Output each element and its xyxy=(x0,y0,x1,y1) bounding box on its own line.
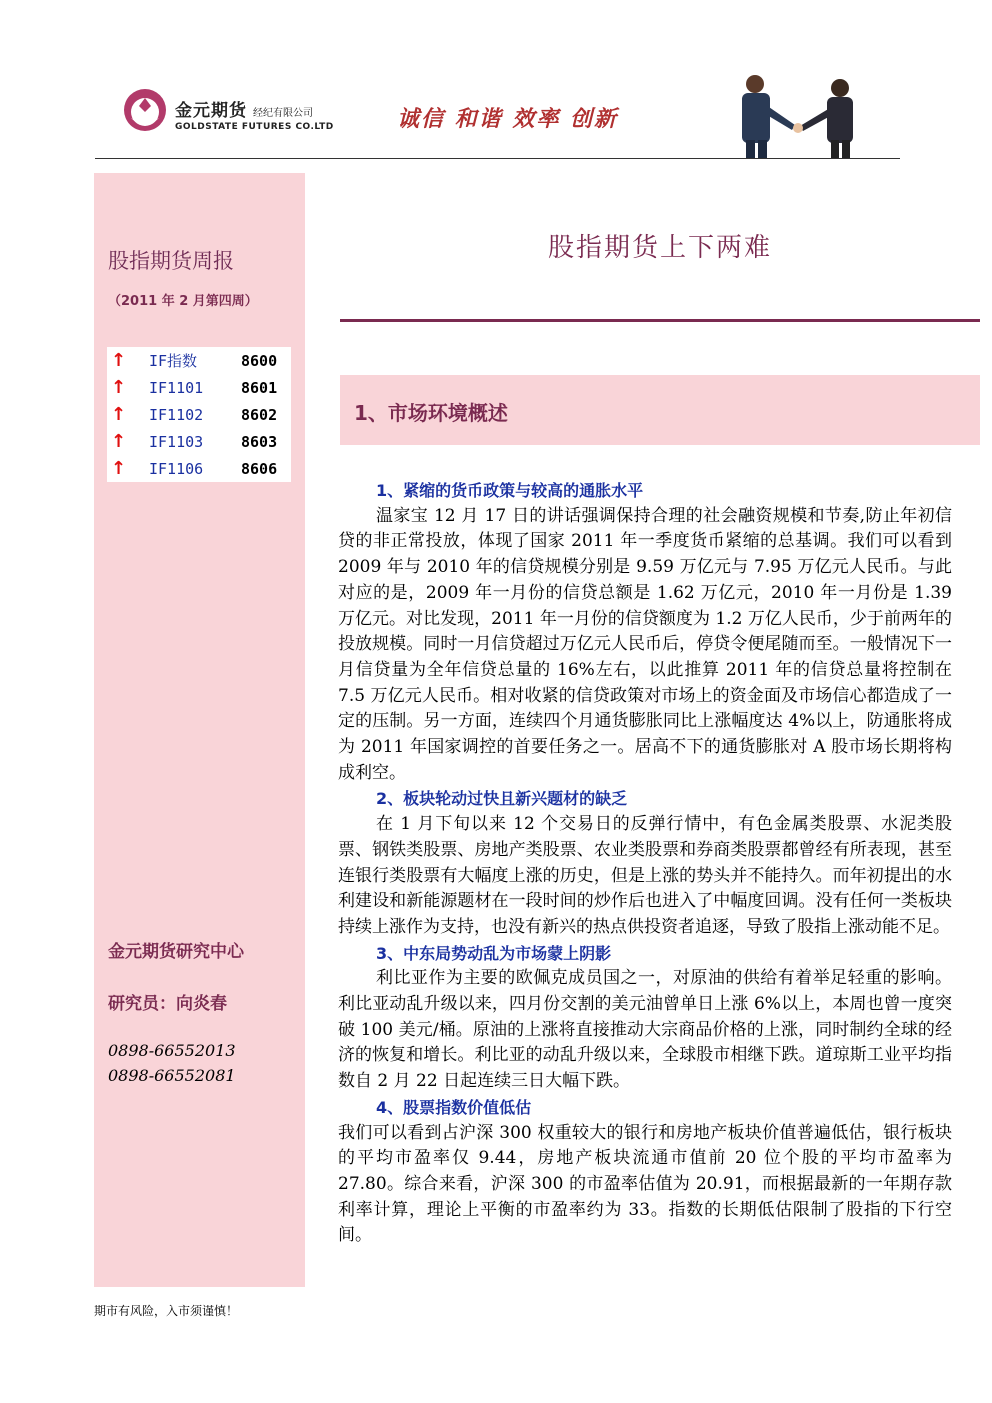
subheading: 3、中东局势动乱为市场蒙上阴影 xyxy=(376,943,612,963)
up-arrow-icon: ↑ xyxy=(111,431,127,452)
article-title: 股指期货上下两难 xyxy=(547,233,772,263)
paragraph: 我们可以看到占沪深 300 权重较大的银行和房地产板块价值普遍低估，银行板块的平均市盈率仅 9.44，房地产板块流通市值前 20 位个股的平均市盈率为 27.80。综合来看，沪深 300 的市盈率估值为 20.91，而根据最新的一年期存款利率计算，理论上平衡的市盈率约为 33。指数的长期低估限制了股指的下行空间。 xyxy=(338,1122,952,1246)
paragraph: 温家宝 12 月 17 日的讲话强调保持合理的社会融资规模和节奏,防止年初信贷的非正常投放，体现了国家 2011 年一季度货币紧缩的总基调。我们可以看到 2009 年与 2010 年的信贷规模分别是 9.59 万亿元与 7.95 万亿元人民币。与此对应的是，2009 年一月份的信贷总额是 1.62 万亿元，2010 年一月份是 1.39 万亿元。对比发现，2011 年一月份的信贷额度为 1.2 万亿人民币，少于前两年的投放规模。同时一月信贷超过万亿元人民币后，停贷令便尾随而至。一般情况下一月信贷量为全年信贷总量的 16%左右，以此推算 2011 年的信贷总量将控制在 7.5 万亿元人民币。相对收紧的信贷政策对市场上的资金面及市场信心都造成了一定的压制。另一方面，连续四个月通货膨胀同比上涨幅度达 4%以上，防通胀将成为 2011 年国家调控的首要任务之一。居高不下的通货膨胀对 A 股市场长期将构成利空。 xyxy=(338,505,952,783)
ticker-row xyxy=(107,374,291,401)
subheading: 4、股票指数价值低估 xyxy=(376,1097,532,1117)
ticker-code: 8601 xyxy=(241,378,278,397)
header-divider xyxy=(95,158,900,159)
up-arrow-icon: ↑ xyxy=(111,350,127,371)
sidebar xyxy=(94,173,305,1287)
up-arrow-icon: ↑ xyxy=(111,377,127,398)
phone-number: 0898-66552081 xyxy=(108,1066,236,1085)
ticker-code: 8603 xyxy=(241,432,278,451)
section-header xyxy=(340,375,980,445)
up-arrow-icon: ↑ xyxy=(111,404,127,425)
slogan: 诚信 和谐 效率 创新 xyxy=(397,107,618,132)
ticker-name: IF1103 xyxy=(149,432,204,451)
handshake-illustration-icon xyxy=(700,70,885,158)
ticker-name: IF1106 xyxy=(149,459,204,478)
subheading: 1、紧缩的货币政策与较高的通胀水平 xyxy=(376,481,644,500)
report-title: 股指期货周报 xyxy=(108,249,234,273)
company-logo-icon xyxy=(123,88,167,132)
ticker-name: IF1101 xyxy=(149,378,204,397)
section-title: 1、市场环境概述 xyxy=(354,401,508,425)
up-arrow-icon: ↑ xyxy=(111,458,127,479)
ticker-code: 8600 xyxy=(241,351,278,370)
phone-number: 0898-66552013 xyxy=(108,1041,236,1060)
ticker-row xyxy=(107,401,291,428)
page-header xyxy=(95,60,900,160)
ticker-name: IF1102 xyxy=(149,405,204,424)
article-body xyxy=(338,478,952,1249)
ticker-name: IF指数 xyxy=(149,352,198,370)
research-center: 金元期货研究中心 xyxy=(108,942,244,962)
paragraph: 利比亚作为主要的欧佩克成员国之一，对原油的供给有着举足轻重的影响。利比亚动乱升级以来，四月份交割的美元油曾单日上涨 6%以上，本周也曾一度突破 100 美元/桶。原油的上涨将直接推动大宗商品价格的上涨，同时制约全球的经济的恢复和增长。利比亚的动乱升级以来，全球股市相继下跌。道琼斯工业平均指数自 2 月 22 日起连续三日大幅下跌。 xyxy=(338,968,952,1092)
ticker-table xyxy=(107,347,291,482)
report-date: （2011 年 2 月第四周） xyxy=(108,294,258,309)
company-name-cn: 金元期货 经纪有限公司 xyxy=(175,101,313,121)
subheading: 2、板块轮动过快且新兴题材的缺乏 xyxy=(376,789,628,809)
ticker-row xyxy=(107,347,291,374)
analyst-name: 研究员：向炎春 xyxy=(108,994,227,1014)
ticker-code: 8606 xyxy=(241,459,278,478)
paragraph: 在 1 月下旬以来 12 个交易日的反弹行情中，有色金属类股票、水泥类股票、钢铁类股票、房地产类股票、农业类股票和券商类股票都曾经有所表现，甚至连银行类股票有大幅度上涨的历史，但是上涨的势头并不能持久。而年初提出的水利建设和新能源题材在一段时间的炒作后也进入了中幅度回调。没有任何一类板块持续上涨作为支持，也没有新兴的热点供投资者追逐，导致了股指上涨动能不足。 xyxy=(338,814,952,937)
ticker-code: 8602 xyxy=(241,405,278,424)
ticker-row xyxy=(107,428,291,455)
risk-notice: 期市有风险，入市须谨慎！ xyxy=(94,1304,239,1318)
title-divider xyxy=(340,319,980,322)
ticker-row xyxy=(107,455,291,482)
company-name-en: GOLDSTATE FUTURES CO.LTD xyxy=(175,122,334,132)
